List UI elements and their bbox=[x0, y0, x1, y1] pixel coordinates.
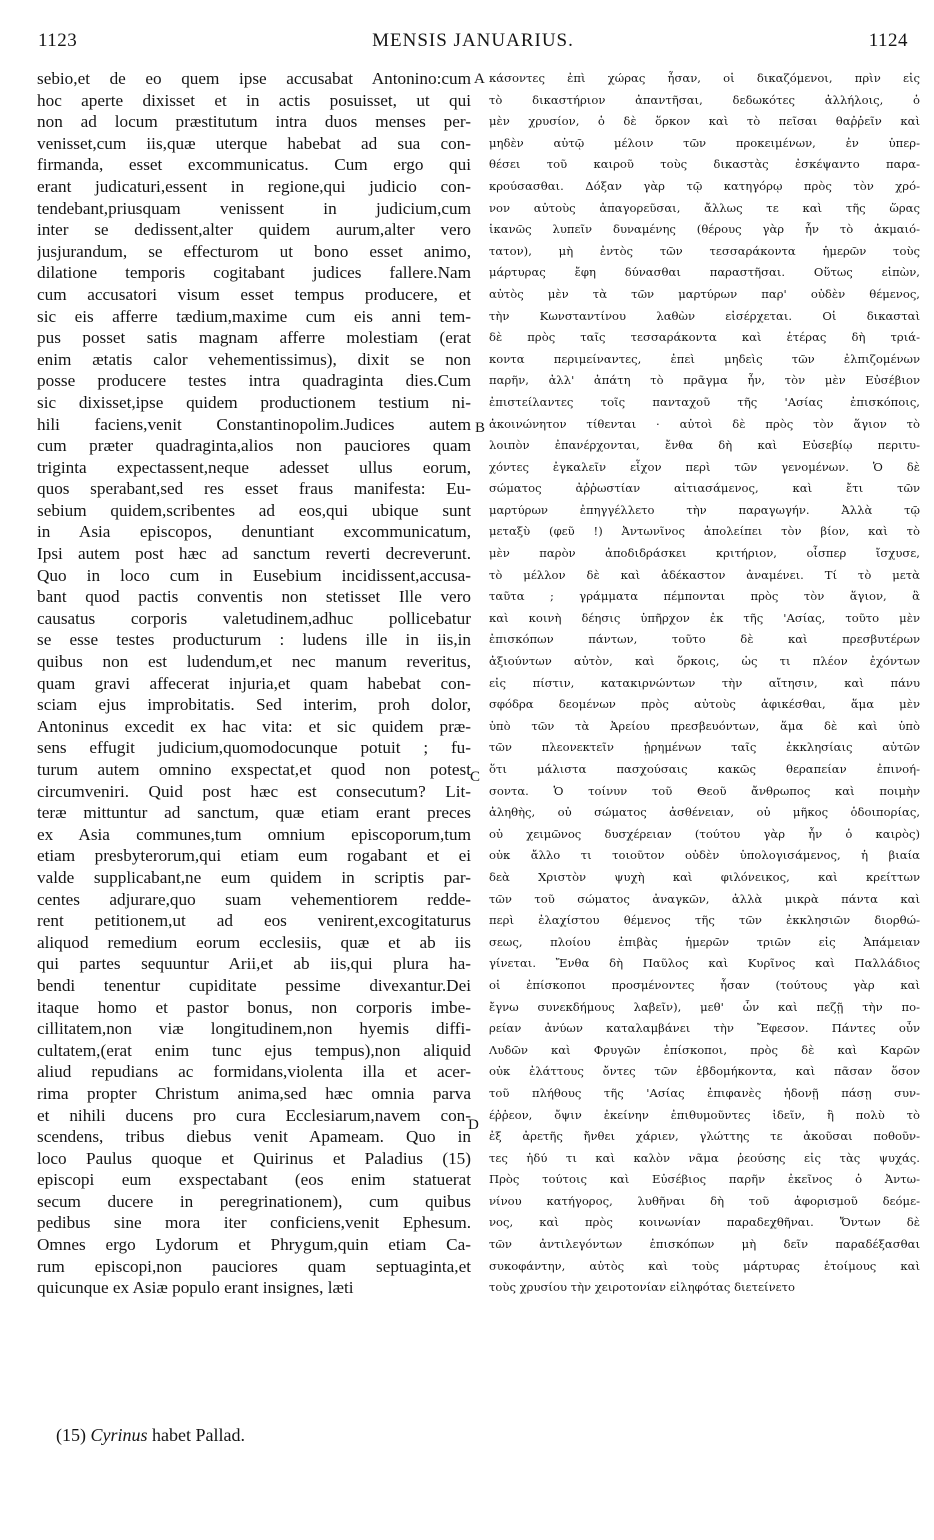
greek-text-line: σοντα. Ὁ τοίνυν τοῦ Θεοῦ ἄνθρωπος καὶ ποιμὴν bbox=[489, 783, 920, 798]
latin-text-line: Ipsi autem post hæc ad sanctum reverti decreverunt. bbox=[37, 544, 471, 564]
greek-text-line: σεως, πλοίου ἐπιβὰς ἡμερῶν τριῶν εἰς Ἀπάμειαν bbox=[489, 934, 920, 949]
greek-text-line: μαρτύρων ἐπηγγέλλετο τὴν παραγωγήν. Ἀλλὰ τῷ bbox=[489, 502, 920, 517]
latin-text-line: secum ducere in peregrinationem), cum quibus bbox=[37, 1191, 471, 1211]
margin-marker-a: A bbox=[474, 71, 485, 87]
greek-text-line: Λυδῶν καὶ Φρυγῶν ἐπίσκοποι, πρὸς δὲ καὶ Καρῶν bbox=[489, 1042, 920, 1057]
latin-text-line: Omnes ergo Lydorum et Phrygum,quin etiam Ca- bbox=[37, 1235, 471, 1255]
greek-text-line: συκοφάντην, αὐτὸς καὶ τοὺς μάρτυρας ἑτοίμους καὶ bbox=[489, 1258, 920, 1273]
greek-text-line: μάρτυρας ἔφη δύνασθαι παραστῆσαι. Οὕτως εἰπὼν, bbox=[489, 265, 920, 280]
latin-text-line: qui partes sequuntur Arii,et ab iis,qui plura ha- bbox=[37, 954, 471, 974]
greek-text-line: γίνεται. Ἔνθα δὴ Παῦλος καὶ Κυρῖνος καὶ Παλλάδιος bbox=[489, 956, 920, 971]
latin-text-line: turum autem omnino exspectat,et quod non potest bbox=[37, 760, 471, 779]
latin-text-line: cum præter quadraginta,alios non pauciores quam bbox=[37, 436, 471, 456]
latin-text-line: inter se dedissent,alter quidem aurum,alter vero bbox=[37, 220, 471, 240]
greek-text-line: σώματος ἀῤῥωστίαν αἰτιασάμενος, καὶ ἔτι τῶν bbox=[489, 481, 920, 496]
greek-text-line: τῶν ἀντιλεγόντων ἐπισκόπων μὴ δεῖν παραδέξασθαι bbox=[489, 1237, 920, 1252]
running-title: MENSIS JANUARIUS. bbox=[372, 30, 574, 51]
greek-text-line: μεταξὺ (φεῦ !) Ἀντωνῖνος ἀπολείπει τὸν βίον, καὶ τὸ bbox=[489, 524, 920, 539]
latin-text-line: cillitatem,non viæ longitudinem,non hyemis diffi- bbox=[37, 1019, 471, 1039]
greek-text-line: μὲν παρὸν ἀποδιδράσκει κριτήριον, οἷσπερ ἴσχυσε, bbox=[489, 546, 920, 561]
greek-text-line: τατον), μὴ ἐντὸς τῶν τεσσαράκοντα ἡμερῶν τοὺς bbox=[489, 243, 920, 258]
latin-text-line: venisset,cum iis,quæ uterque habebat ad sua con- bbox=[37, 133, 471, 153]
greek-text-line: οὐ χειμῶνος δυσχέρειαν (τούτου γὰρ ἦν ὁ καιρὸς) bbox=[489, 826, 920, 841]
greek-text-line: ἀληθὴς, οὐ σώματος ἀσθένειαν, οὐ μῆκος ὁδοιπορίας, bbox=[489, 805, 920, 820]
footnote-text: habet Pallad. bbox=[152, 1425, 245, 1445]
latin-text-line: quos sperabant,sed res esset fraus manifesta: Eu- bbox=[37, 479, 471, 499]
latin-text-line: jusjurandum, se effecturom ut bono esset animo, bbox=[37, 241, 471, 261]
greek-text-line: ἀκοινώνητον τίθενται · αὐτοὶ δὲ πρὸς τὸν ἅγιον τὸ bbox=[489, 416, 920, 431]
greek-text-line: ἔγνω συνεκδήμους λαβεῖν), μεθ' ὧν καὶ πεζῇ τὴν πο- bbox=[489, 999, 920, 1014]
greek-text-line: δεὰ Χριστὸν ψυχὴ καὶ φιλόνεικος, καὶ κρείττων bbox=[489, 869, 920, 884]
latin-text-line: teræ mittuntur ad sanctum, quæ etiam erant preces bbox=[37, 803, 471, 823]
greek-text-line: οὐκ ἐλάττους ὄντες τῶν ἑβδομήκοντα, καὶ πᾶσαν ὅσον bbox=[489, 1064, 920, 1079]
latin-text-line: scendens, tribus diebus venit Apameam. Quo in bbox=[37, 1127, 471, 1147]
margin-marker-d: D bbox=[468, 1117, 479, 1133]
greek-text-line: κοντα περιμείναντες, ἐπεὶ μηδεὶς τῶν ἐλπιζομένων bbox=[489, 351, 920, 366]
greek-text-line: κρούσασθαι. Δόξαν γὰρ τῷ κατηγόρῳ πρὸς τὸν χρό- bbox=[489, 178, 920, 193]
latin-text-line: sens effugit judicium,quomodocunque potuit ; fu- bbox=[37, 738, 471, 758]
greek-text-line: ἐξ ἀρετῆς ἤνθει χάριεν, γλώττης τε ἀκοῦσαι ποθοῦν- bbox=[489, 1129, 920, 1144]
greek-text-line: καὶ κοινὴ δέησις ὑπῆρχον ἐκ τῆς 'Ασίας, τοῦτο μὲν bbox=[489, 610, 920, 625]
latin-text-line: pedibus sine mora iter conficiens,venit Ephesum. bbox=[37, 1213, 471, 1233]
latin-text-line: episcopi eum exspectabant (eos enim statuerat bbox=[37, 1170, 471, 1190]
greek-text-line: δὲ πρὸς ταῖς τεσσαράκοντα καὶ ἑτέρας δὴ τριά- bbox=[489, 330, 920, 345]
latin-text-line: enim ætatis calor vehementissimus), dixit se non bbox=[37, 349, 471, 369]
latin-text-line: in Asia episcopos, denuntiant excommunicatum, bbox=[37, 522, 471, 542]
greek-text-line: εἰς πίστιν, κατακιρνώντων τὴν αἴτησιν, καὶ πάνυ bbox=[489, 675, 920, 690]
latin-text-line: pus posset satis magnam afferre molestiam (erat bbox=[37, 328, 471, 348]
latin-text-line: centes adjurare,quo suam vehementiorem redde- bbox=[37, 889, 471, 909]
footnote-italic-name: Cyrinus bbox=[90, 1425, 148, 1445]
latin-text-line: sebium quidem,scribentes ad eos,qui ubique sunt bbox=[37, 500, 471, 520]
latin-text-line: erant judicaturi,essent in regione,qui judicio con- bbox=[37, 176, 471, 196]
latin-text-line: causatus corporis valetudinem,adhuc pollicebatur bbox=[37, 608, 471, 628]
latin-text-line: triginta expectassent,neque adesset ullus eorum, bbox=[37, 457, 471, 477]
greek-text-line: ἀξιούντων αὐτὸν, καὶ ὅρκοις, ὡς τι πλέον ἐχόντων bbox=[489, 654, 920, 669]
greek-text-line: ρείαν ἀνύων καταλαμβάνει τὴν Ἔφεσον. Πάντες οὖν bbox=[489, 1021, 920, 1036]
greek-text-line: τῶν πλεονεκτεῖν ᾑρημένων ταῖς ἐκκλησίαις αὐτῶν bbox=[489, 740, 920, 755]
greek-text-line: ὑπὸ τῶν τὰ Ἀρείου πρεσβευόντων, ἅμα δὲ καὶ ὑπὸ bbox=[489, 718, 920, 733]
greek-text-line: οἱ ἐπίσκοποι προσμένοντες ἦσαν (τούτους γὰρ καὶ bbox=[489, 977, 920, 992]
latin-text-line: itaque homo et pastor bonus, non corporis imbe- bbox=[37, 997, 471, 1017]
greek-text-line: οὐκ ἄλλο τι τοιοῦτον οὐδὲν ὑπολογισάμενος, ἡ βιαία bbox=[489, 848, 920, 863]
greek-text-line: Πρὸς τούτοις καὶ Εὐσέβιος παρῆν ἐκεῖνος ὁ Ἀντω- bbox=[489, 1172, 920, 1187]
latin-text-line: etiam presbyterorum,qui etiam eum rogabant et ei bbox=[37, 846, 471, 866]
greek-text-line: ὅτι μάλιστα πασχούσαις κακῶς θεραπείαν ἐπινοή- bbox=[489, 762, 920, 776]
greek-text-line: τοῦ πλήθους τῆς 'Ασίας ἐπιφανὲς ἡδονῇ πάσῃ συν- bbox=[489, 1085, 920, 1100]
greek-text-line: μηδὲν αὐτῷ μέλοιν τῶν προκειμένων, ἐν ὑπερ- bbox=[489, 135, 920, 150]
latin-text-line: valde supplicabant,ne eum quidem in scriptis par- bbox=[37, 867, 471, 887]
latin-text-line: firmanda, esset excommunicatus. Cum ergo qui bbox=[37, 155, 471, 175]
latin-text-line: posse producere testes intra quadraginta dies.Cum bbox=[37, 371, 471, 391]
page-number-left: 1123 bbox=[38, 30, 78, 51]
margin-marker-c: C bbox=[470, 769, 481, 785]
greek-text-line: ἐπιστείλαντες τοῖς πανταχοῦ τῆς 'Ασίας ἐπισκόποις, bbox=[489, 394, 920, 409]
greek-text-line: αὐτὸς μὲν τὰ τῶν μαρτύρων παρ' οὐδὲν θέμενος, bbox=[489, 286, 920, 301]
latin-text-line: cultatem,(erat enim tunc ejus tempus),non aliquid bbox=[37, 1040, 471, 1060]
latin-text-line: cum accusatori visum esset tempus producere, et bbox=[37, 284, 471, 304]
latin-column bbox=[37, 68, 471, 1299]
latin-text-line: sciam ejus improbitatis. Sed interim, proh dolor, bbox=[37, 695, 471, 715]
greek-text-line: τῶν τοῦ σώματος ἀναγκῶν, ἀλλὰ μικρὰ πάντα καὶ bbox=[489, 891, 920, 906]
latin-text-line: quam gravi affecerat injuria,et quam habebat con- bbox=[37, 673, 471, 693]
greek-text-line: ταῦτα ; γράμματα πέμπονται πρὸς τὸν ἅγιον, ἃ bbox=[489, 589, 920, 604]
latin-text-line: aliud repudians ac formidans,violenta illa et acer- bbox=[37, 1062, 471, 1082]
footnote-number: (15) bbox=[56, 1425, 86, 1445]
latin-text-line: quibus non est ludendum,et nec manum reveritus, bbox=[37, 652, 471, 672]
latin-text-line: sic eis afferre tædium,maxime cum eis anni tem- bbox=[37, 306, 471, 326]
greek-text-line: ἱκανῶς λυπεῖν δυναμένης (θέρους γὰρ ἦν τὸ ἀκμαιό- bbox=[489, 222, 920, 237]
greek-text-line: κάσοντες ἐπὶ χώρας ἦσαν, οἱ δικαζόμενοι, πρὶν εἰς bbox=[489, 71, 920, 85]
latin-text-line: hili faciens,venit Constantinopolim.Judices autem bbox=[37, 414, 471, 434]
latin-text-line: Quo in loco cum in Eusebium incidissent,accusa- bbox=[37, 565, 471, 585]
latin-text-line: quicunque ex Asiæ populo erant insignes, læti bbox=[37, 1278, 354, 1298]
latin-text-line: rum episcopi,non pauciores quam septuaginta,et bbox=[37, 1256, 471, 1276]
greek-text-line: τὸ δικαστήριον ἀπαντῆσαι, δεδωκότες ἀλλήλοις, ὁ bbox=[489, 92, 920, 107]
running-header bbox=[38, 30, 908, 58]
greek-text-line: τοὺς χρυσίου τὴν χειροτονίαν εἰληφότας διετείνετο bbox=[489, 1280, 796, 1295]
greek-text-line: έῤῥεον, ὄψιν ἐκείνην ἐπιθυμοῦντες ἰδεῖν, ἢ πολὺ τὸ bbox=[489, 1107, 920, 1122]
latin-text-line: hoc aperte dixisset et in actis posuisset, ut qui bbox=[37, 90, 471, 110]
greek-text-line: νος, καὶ πρὸς κοινωνίαν παραδεχθῆναι. Ὄντων δὲ bbox=[489, 1215, 920, 1230]
latin-text-line: loco Paulus quoque et Quirinus et Paladius (15) bbox=[37, 1148, 471, 1168]
greek-text-line: σφόδρα δεομένων πρὸς αὐτοὺς ἀφικέσθαι, ἅμα μὲν bbox=[489, 697, 920, 712]
latin-text-line: dilatione temporis cogitabant judices fallere.Nam bbox=[37, 263, 471, 283]
greek-text-line: ἐπισκόπων πάντων, τοῦτο δὲ καὶ πρεσβυτέρων bbox=[489, 632, 920, 647]
latin-text-line: Antoninus excedit ex hac vita: et sic quidem præ- bbox=[37, 716, 471, 736]
latin-text-line: aliquod remedium eorum ecclesiis, quæ et ab iis bbox=[37, 932, 471, 952]
margin-marker-b: B bbox=[475, 420, 486, 436]
greek-text-line: λοιπὸν ἐπανέρχονται, ἔνθα δὴ καὶ Εὐσεβίῳ περιτυ- bbox=[489, 438, 920, 453]
page-number-right: 1124 bbox=[868, 30, 908, 51]
greek-text-line: νον αὐτοὺς ἀπαγορεῦσαι, ἄλλως τε καὶ τῆς ὥρας bbox=[489, 200, 920, 215]
footnote bbox=[56, 1425, 245, 1446]
latin-text-line: rent petitionem,ut ad eos venirent,excogitaturus bbox=[37, 911, 471, 931]
latin-text-line: sebio,et de eo quem ipse accusabat Antonino:cum bbox=[37, 69, 471, 88]
latin-text-line: et nihili ducens pro cura Ecclesiarum,navem con- bbox=[37, 1105, 471, 1125]
latin-text-line: circumveniri. Quid post hæc est consecutum? Lit- bbox=[37, 781, 471, 801]
greek-column bbox=[489, 68, 920, 1299]
greek-text-line: μὲν χρυσίον, ὁ δὲ ὅρκον καὶ τὸ πεῖσαι θαῤῥεῖν καὶ bbox=[489, 114, 920, 129]
latin-text-line: sic dixisset,ipse quidem productionem testium ni- bbox=[37, 392, 471, 412]
latin-text-line: bant quod pactis conventis non stetisset Ille vero bbox=[37, 587, 471, 607]
greek-text-line: παρῆν, ἀλλ' ἀπάτη τὸ πρᾶγμα ἦν, τὸν μὲν Εὐσέβιον bbox=[489, 373, 920, 388]
greek-text-line: τὴν Κωνσταντίνου λαθὼν εἰσέρχεται. Οἱ δικασταὶ bbox=[489, 308, 920, 323]
latin-text-line: rima propter Christum anima,sed hæc omnia parva bbox=[37, 1083, 471, 1103]
greek-text-line: χόντες ἐγκαλεῖν εἶχον περὶ τῶν γενομένων. Ὁ δὲ bbox=[489, 459, 920, 474]
greek-text-line: τες ἡδύ τι καὶ καλὸν νᾶμα ῥεούσης εἰς τὰς ψυχάς. bbox=[489, 1150, 920, 1165]
latin-text-line: non ad locum præstitutum intra duos menses per- bbox=[37, 112, 471, 132]
greek-text-line: θέσει τοῦ καιροῦ τοὺς δικαστὰς ἐσκέψαντο παρα- bbox=[489, 157, 920, 172]
greek-text-line: τὸ μέλλον δὲ καὶ ἀδέκαστον ἀναμένει. Τί τὸ μετὰ bbox=[489, 567, 920, 582]
latin-text-line: tendebant,priusquam venissent in judicium,cum bbox=[37, 198, 471, 218]
latin-text-line: se esse testes producturum : ludens ille in iis,in bbox=[37, 630, 471, 650]
latin-text-line: bendi tenentur cupiditate pessime divexantur.Dei bbox=[37, 975, 471, 995]
greek-text-line: περὶ ἐλαχίστου θέμενος τῆς τῶν ἐκκλησιῶν διορθώ- bbox=[489, 913, 920, 928]
latin-text-line: ex Asia communes,tum omnium episcoporum,tum bbox=[37, 824, 471, 844]
greek-text-line: νίνου κατήγορος, λυθῆναι δὴ τοῦ ἀφορισμοῦ δεόμε- bbox=[489, 1193, 920, 1208]
